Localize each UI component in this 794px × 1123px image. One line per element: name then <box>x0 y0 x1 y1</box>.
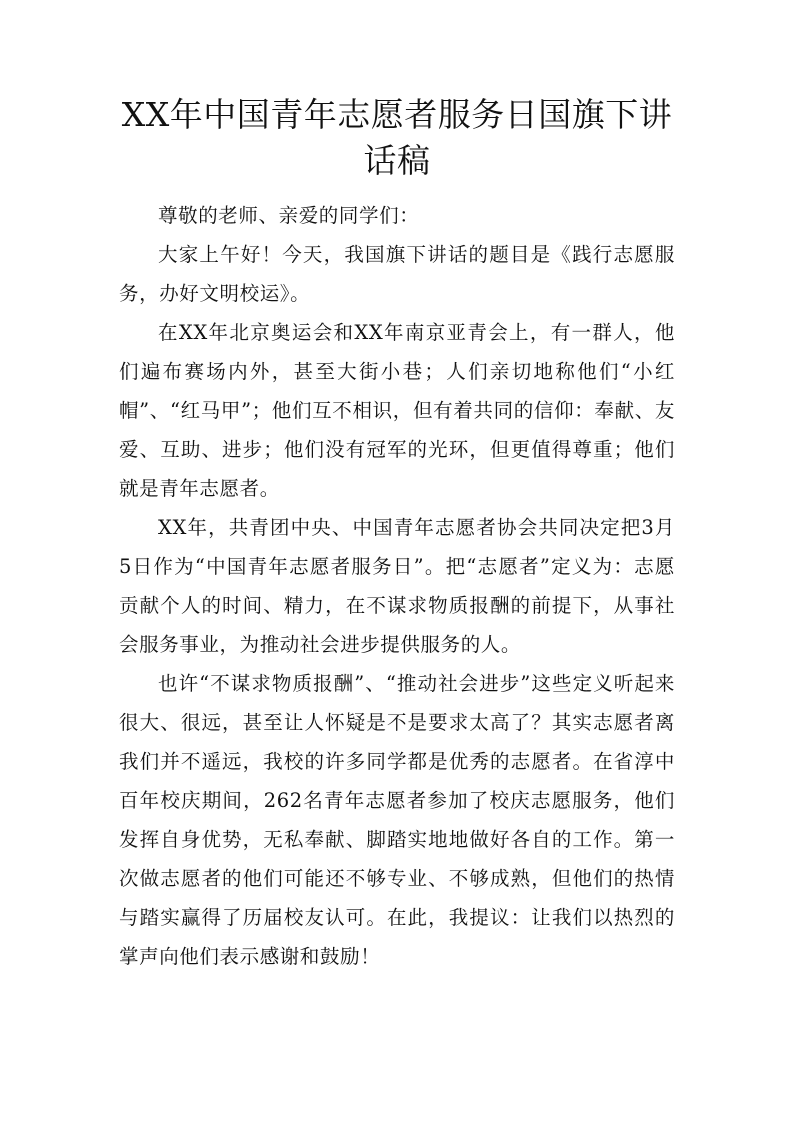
paragraph-volunteers-intro: 在XX年北京奥运会和XX年南京亚青会上，有一群人，他们遍布赛场内外，甚至大街小巷；人们亲切地称他们“小红帽”、“红马甲”；他们互不相识，但有着共同的信仰：奉献、友爱、互助、进步；他们没有冠军的光环，但更值得尊重；他们就是青年志愿者。 <box>119 321 675 500</box>
document-title: XX年中国青年志愿者服务日国旗下讲话稿 <box>121 95 673 180</box>
paragraph-salutation: 尊敬的老师、亲爱的同学们： <box>158 204 420 227</box>
paragraph-greeting: 大家上午好！今天，我国旗下讲话的题目是《践行志愿服务，办好文明校运》。 <box>119 243 675 305</box>
document-body <box>119 196 675 976</box>
paragraph-definition: XX年，共青团中央、中国青年志愿者协会共同决定把3月5日作为“中国青年志愿者服务日”。把“志愿者”定义为：志愿贡献个人的时间、精力，在不谋求物质报酬的前提下，从事社会服务事业，为推动社会进步提供服务的人。 <box>119 516 675 656</box>
paragraph-school-volunteers: 也许“不谋求物质报酬”、“推动社会进步”这些定义听起来很大、很远，甚至让人怀疑是不是要求太高了？其实志愿者离我们并不遥远，我校的许多同学都是优秀的志愿者。在省淳中百年校庆期间，262名青年志愿者参加了校庆志愿服务，他们发挥自身优势，无私奉献、脚踏实地地做好各自的工作。第一次做志愿者的他们可能还不够专业、不够成熟，但他们的热情与踏实赢得了历届校友认可。在此，我提议：让我们以热烈的掌声向他们表示感谢和鼓励！ <box>119 672 675 968</box>
